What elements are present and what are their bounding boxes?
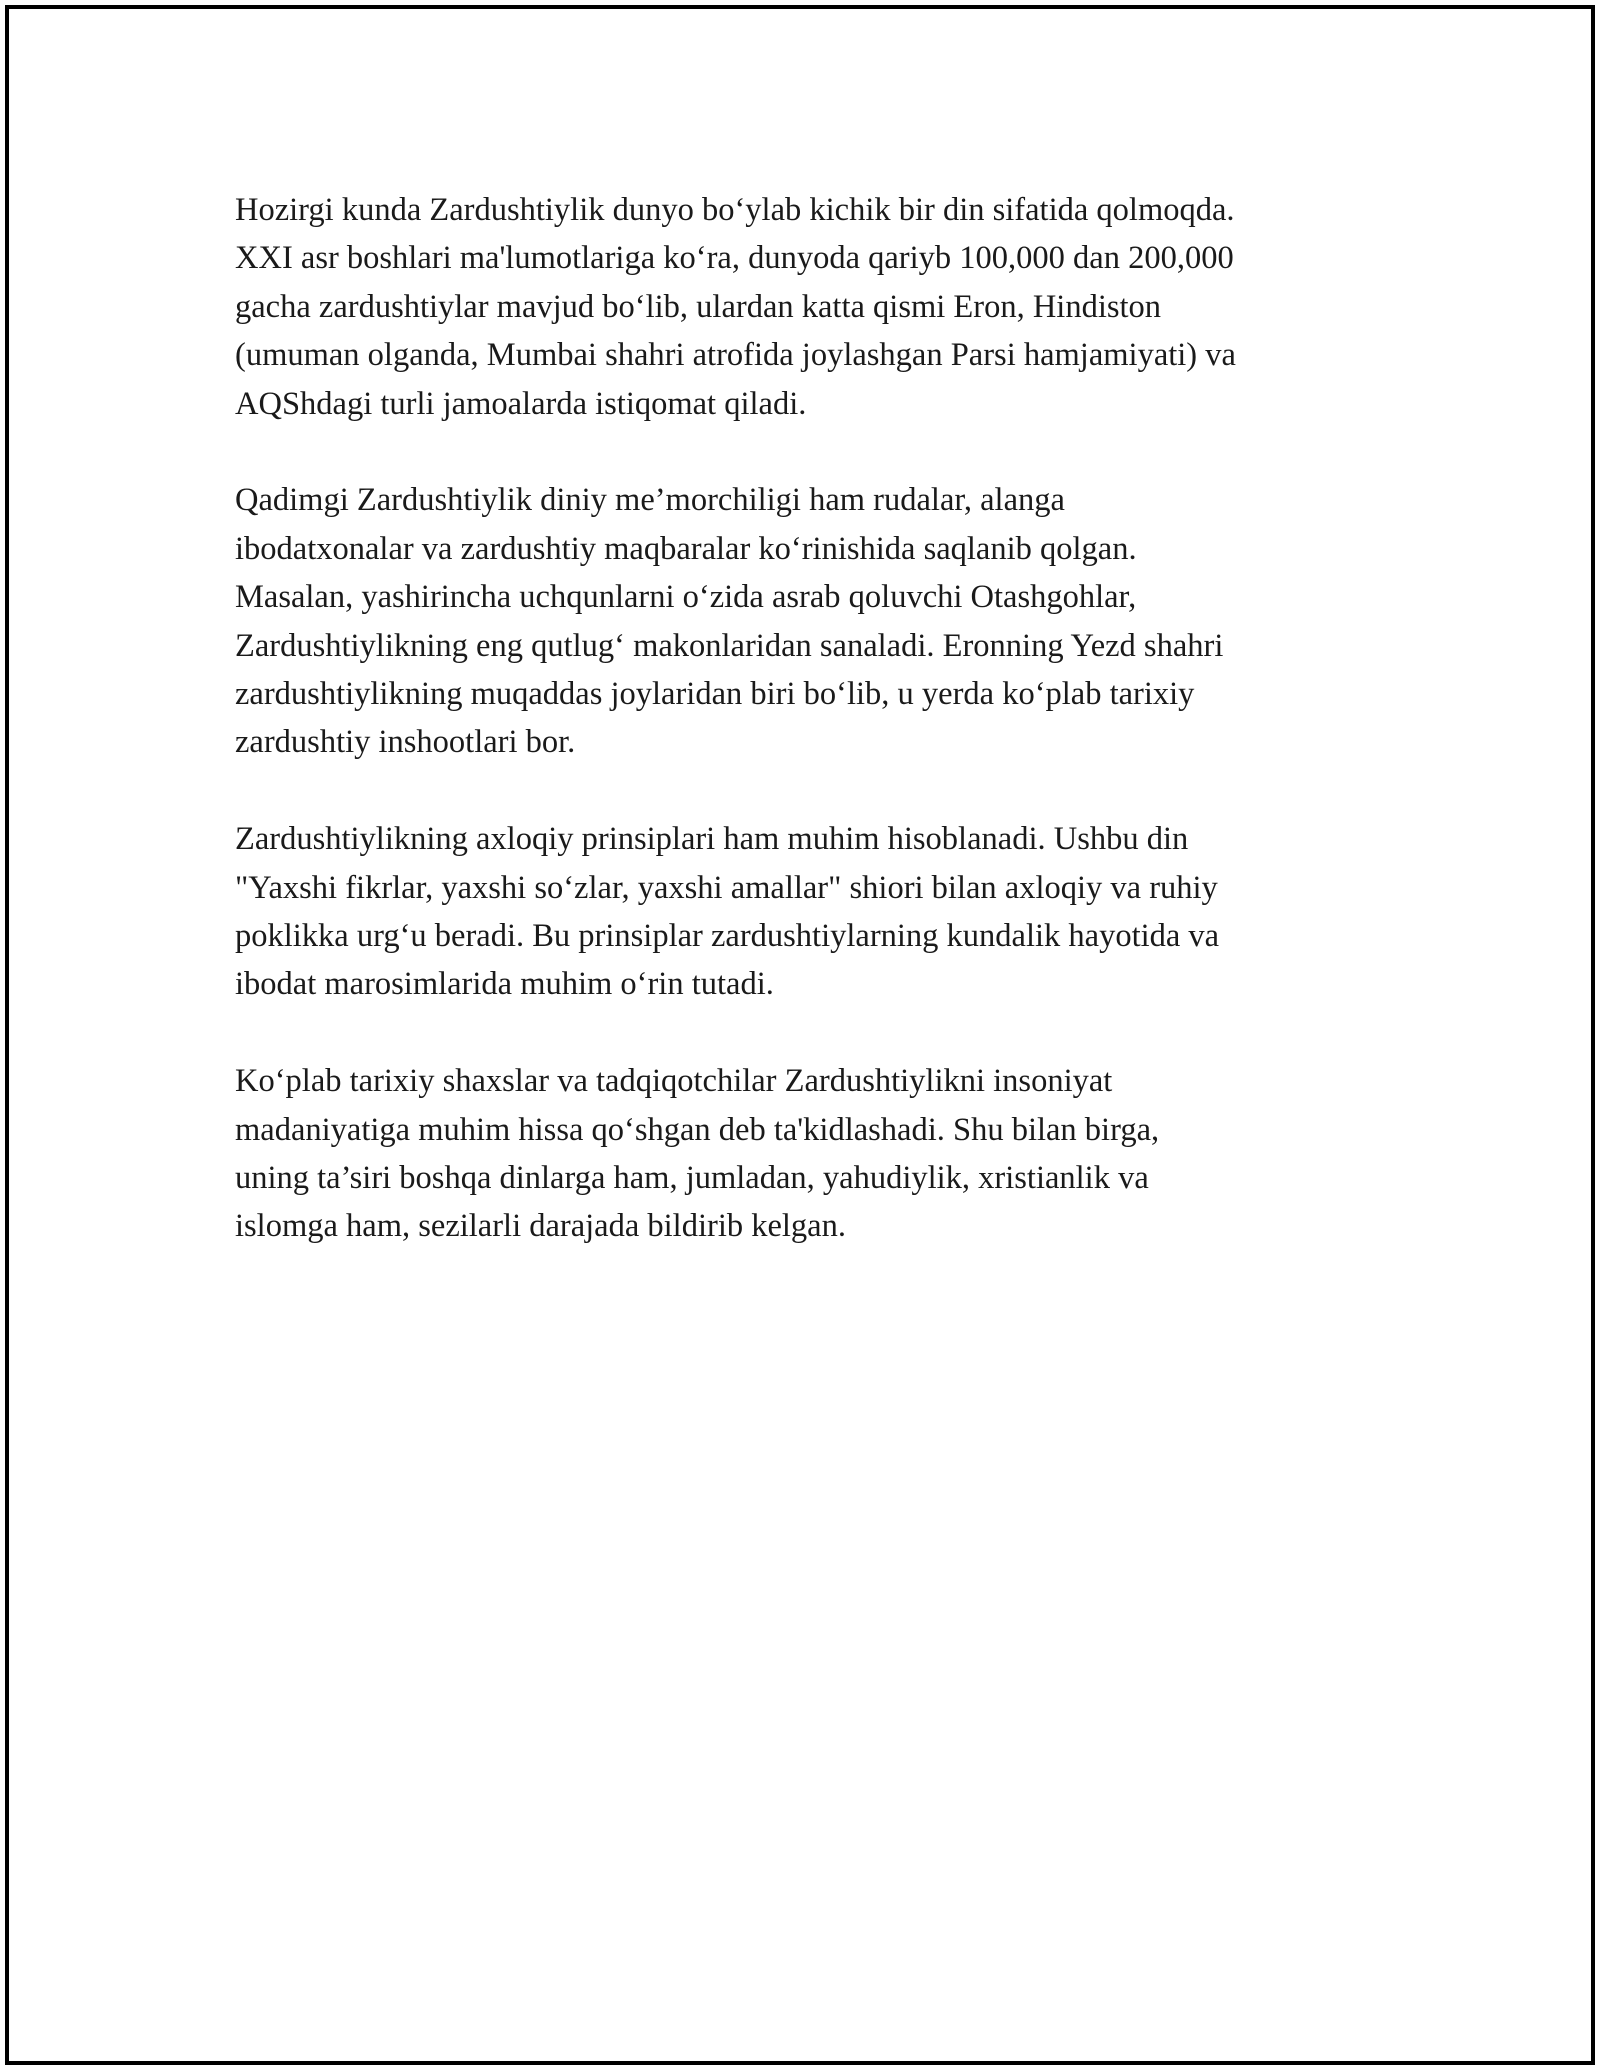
document-body: [235, 186, 1375, 1299]
paragraph-2-line-4: Zardushtiylikning eng qutlug‘ makonlaridan sanaladi. Eronning Yezd shahri: [235, 627, 1224, 664]
paragraph-2-line-1: Qadimgi Zardushtiylik diniy me’morchiligi ham rudalar, alanga: [235, 482, 1065, 519]
paragraph-3: [235, 815, 1375, 1009]
paragraph-1-line-1: Hozirgi kunda Zardushtiylik dunyo bo‘ylab kichik bir din sifatida qolmoqda.: [235, 192, 1235, 228]
paragraph-2: [235, 476, 1375, 766]
paragraph-4-line-1: Ko‘plab tarixiy shaxslar va tadqiqotchilar Zardushtiylikni insoniyat: [235, 1063, 1113, 1100]
paragraph-4-line-2: madaniyatiga muhim hissa qo‘shgan deb ta'kidlashadi. Shu bilan birga,: [235, 1111, 1160, 1148]
paragraph-3-line-1: Zardushtiylikning axloqiy prinsiplari ham muhim hisoblanadi. Ushbu din: [235, 821, 1189, 858]
paragraph-1-line-5: AQShdagi turli jamoalarda istiqomat qiladi.: [235, 385, 807, 422]
paragraph-2-line-2: ibodatxonalar va zardushtiy maqbaralar ko‘rinishida saqlanib qolgan.: [235, 530, 1137, 567]
paragraph-4-line-3: uning ta’siri boshqa dinlarga ham, jumladan, yahudiylik, xristianlik va: [235, 1160, 1149, 1197]
paragraph-2-line-5: zardushtiylikning muqaddas joylaridan biri bo‘lib, u yerda ko‘plab tarixiy: [235, 676, 1195, 713]
paragraph-3-line-2: "Yaxshi fikrlar, yaxshi so‘zlar, yaxshi amallar" shiori bilan axloqiy va ruhiy: [235, 869, 1218, 906]
paragraph-2-line-3: Masalan, yashirincha uchqunlarni o‘zida asrab qoluvchi Otashgohlar,: [235, 579, 1137, 616]
paragraph-1-line-4: (umuman olganda, Mumbai shahri atrofida joylashgan Parsi hamjamiyati) va: [235, 337, 1236, 374]
paragraph-1-line-3: gacha zardushtiylar mavjud bo‘lib, ulardan katta qismi Eron, Hindiston: [235, 288, 1162, 325]
paragraph-1: [235, 186, 1375, 428]
paragraph-1-line-2: XXI asr boshlari ma'lumotlariga ko‘ra, dunyoda qariyb 100,000 dan 200,000: [235, 240, 1234, 277]
paragraph-4: [235, 1057, 1375, 1251]
paragraph-4-line-4: islomga ham, sezilarli darajada bildirib kelgan.: [235, 1208, 846, 1245]
paragraph-3-line-4: ibodat marosimlarida muhim o‘rin tutadi.: [235, 966, 774, 1003]
paragraph-3-line-3: poklikka urg‘u beradi. Bu prinsiplar zardushtiylarning kundalik hayotida va: [235, 918, 1220, 955]
paragraph-2-line-6: zardushtiy inshootlari bor.: [235, 724, 576, 761]
